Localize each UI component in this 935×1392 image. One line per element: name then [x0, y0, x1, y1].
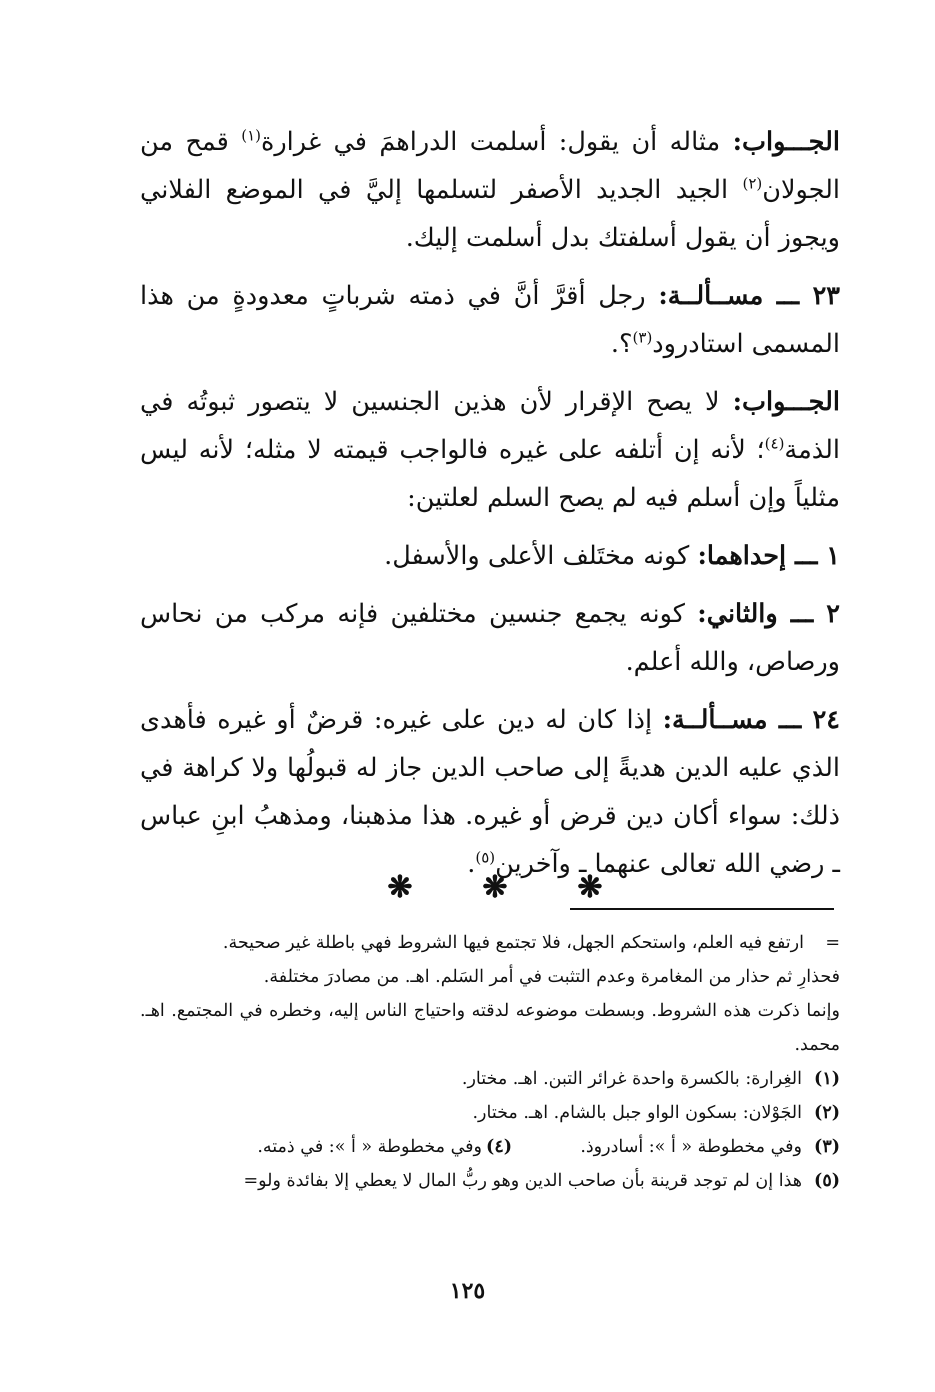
- text: كونه يجمع جنسين مختلفين فإنه مركب من نحاس ورصاص، والله أعلم.: [140, 599, 840, 677]
- footnote-3-4: [140, 1130, 840, 1164]
- footnote-1: [140, 1062, 840, 1096]
- footnote-2: [140, 1096, 840, 1130]
- footnote-continuation: [140, 926, 840, 960]
- text: .: [467, 849, 476, 879]
- star-icon: ❋: [482, 870, 508, 905]
- text: ؟.: [610, 329, 633, 359]
- text: لا يصح الإقرار لأن هذين الجنسين لا يتصور ثبوتُه في الذمة: [140, 387, 840, 465]
- footnotes: [140, 926, 840, 1198]
- footnote-ref-5[interactable]: (٥): [475, 848, 496, 867]
- footnote-ref-4[interactable]: (٤): [764, 434, 785, 453]
- paragraph-answer-1: [140, 118, 840, 262]
- paragraph-reason-1: [140, 532, 840, 580]
- star-icon: ❋: [387, 870, 413, 905]
- answer-label: الجـــواب:: [732, 127, 840, 157]
- text: قمح من الجولان: [140, 127, 840, 205]
- footnote-ref-3[interactable]: (٣): [632, 328, 653, 347]
- reason-label: ١ ـــ إحداهما:: [697, 541, 840, 571]
- text: الجيد الجديد الأصفر لتسلمها إليَّ في الموضع الفلاني ويجوز أن يقول أسلفتك بدل أسلمت إليك.: [140, 175, 840, 253]
- question-label: ٢٤ ـــ مســألــة:: [662, 705, 840, 735]
- footnote-ref-1[interactable]: (١): [241, 126, 261, 145]
- text: إذا كان له دين على غيره: قرضٌ أو غيره فأهدى الذي عليه الدين هديةً إلى صاحب الدين جاز له قبولُها ولا كراهة في ذلك: سواء أكان دين قرض أو غيره. هذا مذهبنا، ومذهبُ ابنِ عباس ـ رضي الله تعالى عنهما ـ وآخرين: [140, 705, 840, 879]
- footnote-number: (١): [814, 1069, 840, 1089]
- reason-label: ٢ ـــ والثاني:: [697, 599, 840, 629]
- footnote-paragraph: فحذارِ ثم حذار من المغامرة وعدم التثبت في أمر السَلم. اهـ. من مصادرَ مختلفة.: [263, 967, 840, 987]
- answer-label: الجـــواب:: [732, 387, 840, 417]
- footnote-text: وفي مخطوطة « أ »: أسادروذ.: [580, 1137, 802, 1157]
- footnote-text: هذا إن لم توجد قرينة بأن صاحب الدين وهو ربُّ المال لا يعطي إلا بفائدة ولو=: [243, 1171, 802, 1191]
- footnote-divider: [570, 908, 834, 910]
- paragraph-reason-2: [140, 590, 840, 686]
- footnote-text: ارتفع فيه العلم، واستحكم الجهل، فلا تجتمع فيها الشروط فهي باطلة غير صحيحة.: [222, 933, 804, 953]
- footnote-text: وفي مخطوطة « أ »: في ذمته.: [257, 1137, 482, 1157]
- footnote-text: الجَوْلان: بسكون الواو جبل بالشام. اهـ. مختار.: [472, 1103, 802, 1123]
- footnote-5: [140, 1164, 840, 1198]
- paragraph-answer-2: [140, 378, 840, 522]
- star-icon: ❋: [577, 870, 603, 905]
- main-text: [140, 118, 840, 888]
- footnote-number: (٣): [814, 1137, 840, 1157]
- footnote-number: (٥): [814, 1171, 840, 1191]
- question-label: ٢٣ ـــ مســألــة:: [658, 281, 840, 311]
- text: ؛ لأنه إن أتلفه على غيره فالواجب قيمته لا مثله؛ لأنه ليس مثلياً وإن أسلم فيه لم يصح السلم لعلتين:: [140, 435, 840, 513]
- section-separator: [380, 868, 610, 908]
- text: رجل أقرَّ أنَّ في ذمته شرباتٍ معدودةٍ من هذا المسمى استادرود: [140, 281, 840, 359]
- continuation-marker: =: [825, 933, 840, 953]
- paragraph-question-24: [140, 696, 840, 888]
- footnote-paragraph: وإنما ذكرت هذه الشروط. وبسطت موضوعه لدقته واحتياج الناس إليه، وخطره في المجتمع. اهـ. محمد.: [140, 1001, 840, 1055]
- paragraph-question-23: [140, 272, 840, 368]
- footnote-text: الغِرارة: بالكسرة واحدة غرائر التبن. اهـ. مختار.: [461, 1069, 802, 1089]
- footnote-number: (٢): [814, 1103, 840, 1123]
- text: مثاله أن يقول: أسلمت الدراهمَ في غرارة: [260, 127, 733, 157]
- text: كونه مختَلف الأعلى والأسفل.: [384, 541, 698, 571]
- footnote-number: (٤): [486, 1137, 512, 1157]
- footnote-ref-2[interactable]: (٢): [742, 174, 763, 193]
- page-number: ١٢٥: [449, 1278, 486, 1304]
